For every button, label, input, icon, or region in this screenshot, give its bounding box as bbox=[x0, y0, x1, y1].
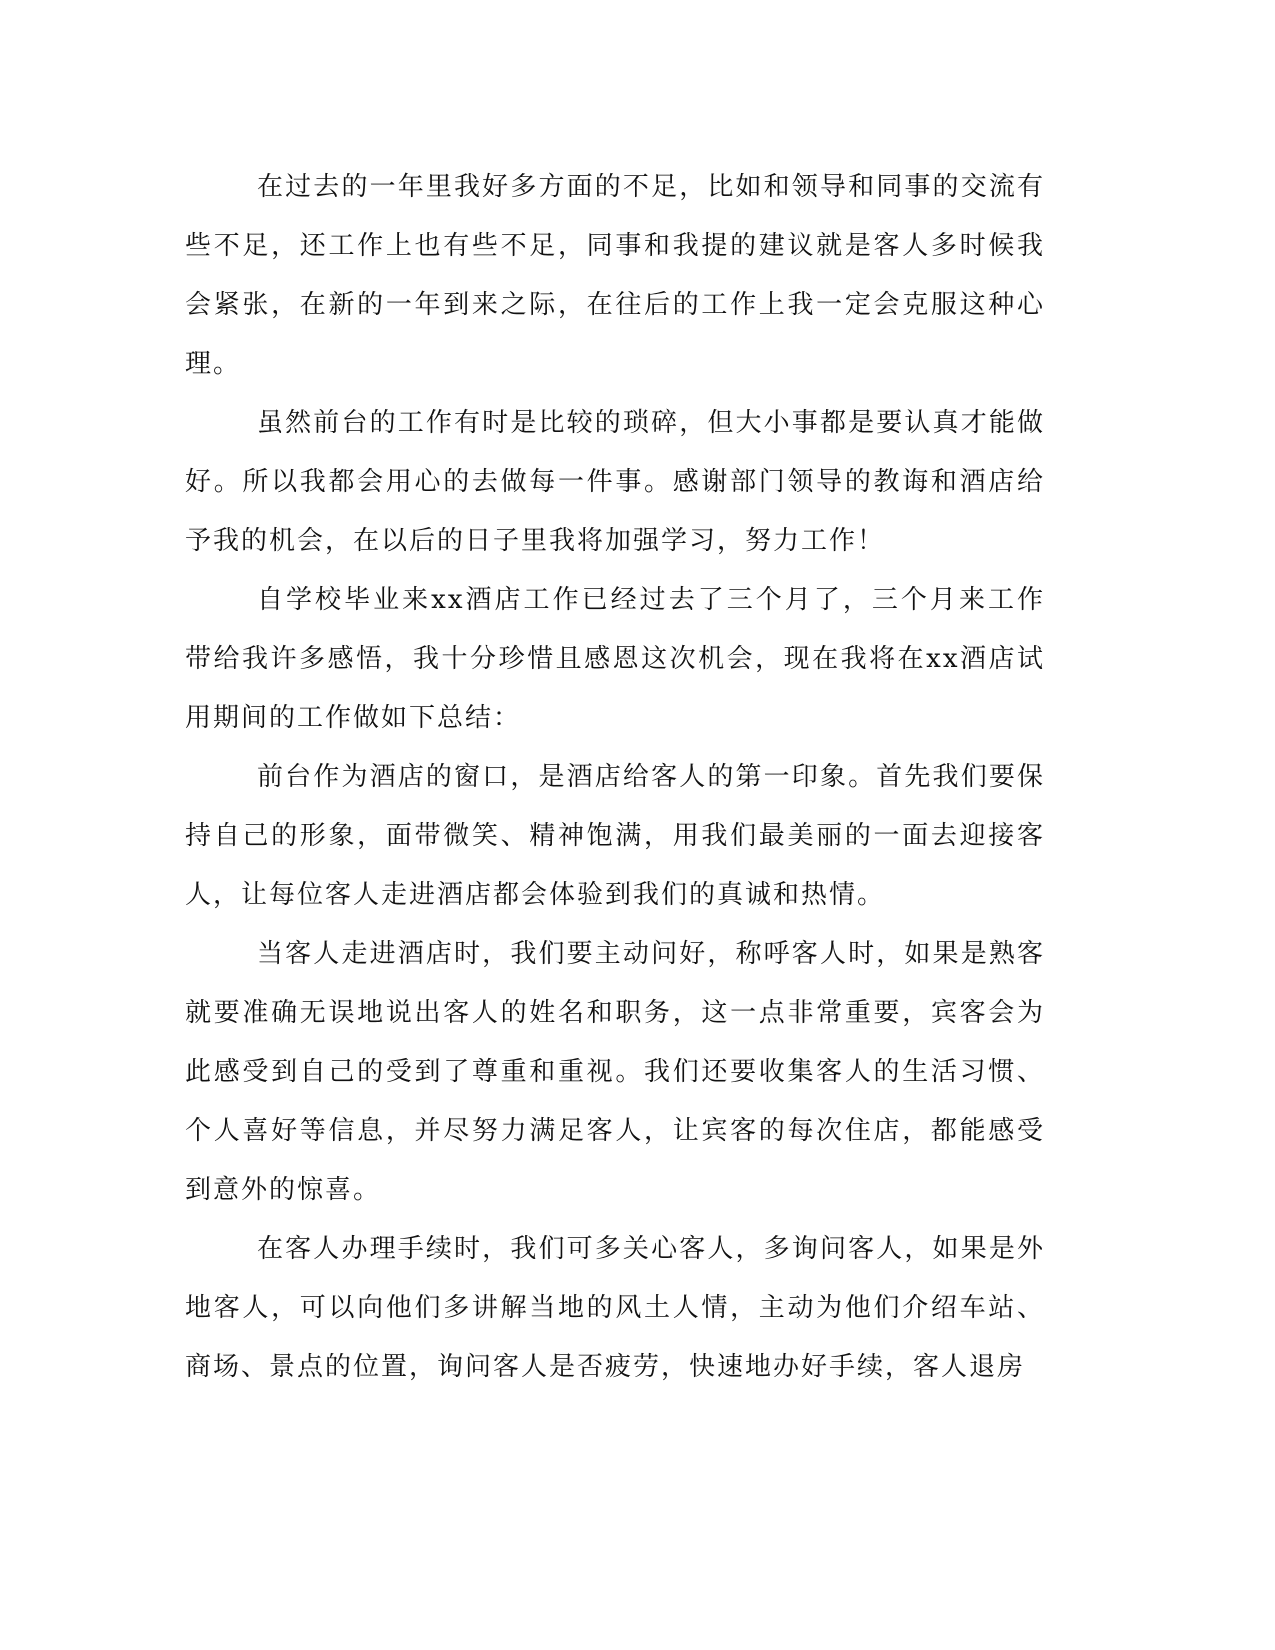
paragraph-6: 在客人办理手续时，我们可多关心客人，多询问客人，如果是外地客人，可以向他们多讲解当地的风土人情，主动为他们介绍车站、商场、景点的位置，询问客人是否疲劳，快速地办好手续，客人退房 bbox=[185, 1234, 1045, 1382]
paragraph-1: 在过去的一年里我好多方面的不足，比如和领导和同事的交流有些不足，还工作上也有些不足，同事和我提的建议就是客人多时候我会紧张，在新的一年到来之际，在往后的工作上我一定会克服这种心理。 bbox=[185, 172, 1045, 379]
paragraph-2: 虽然前台的工作有时是比较的琐碎，但大小事都是要认真才能做好。所以我都会用心的去做每一件事。感谢部门领导的教诲和酒店给予我的机会，在以后的日子里我将加强学习，努力工作！ bbox=[185, 408, 1045, 556]
paragraph-4: 前台作为酒店的窗口，是酒店给客人的第一印象。首先我们要保持自己的形象，面带微笑、精神饱满，用我们最美丽的一面去迎接客人，让每位客人走进酒店都会体验到我们的真诚和热情。 bbox=[185, 762, 1045, 910]
paragraph-5: 当客人走进酒店时，我们要主动问好，称呼客人时，如果是熟客就要准确无误地说出客人的姓名和职务，这一点非常重要，宾客会为此感受到自己的受到了尊重和重视。我们还要收集客人的生活习惯、个人喜好等信息，并尽努力满足客人，让宾客的每次住店，都能感受到意外的惊喜。 bbox=[185, 939, 1045, 1205]
document-body bbox=[185, 158, 1045, 1397]
paragraph-3: 自学校毕业来xx酒店工作已经过去了三个月了，三个月来工作带给我许多感悟，我十分珍惜且感恩这次机会，现在我将在xx酒店试用期间的工作做如下总结： bbox=[185, 585, 1045, 733]
